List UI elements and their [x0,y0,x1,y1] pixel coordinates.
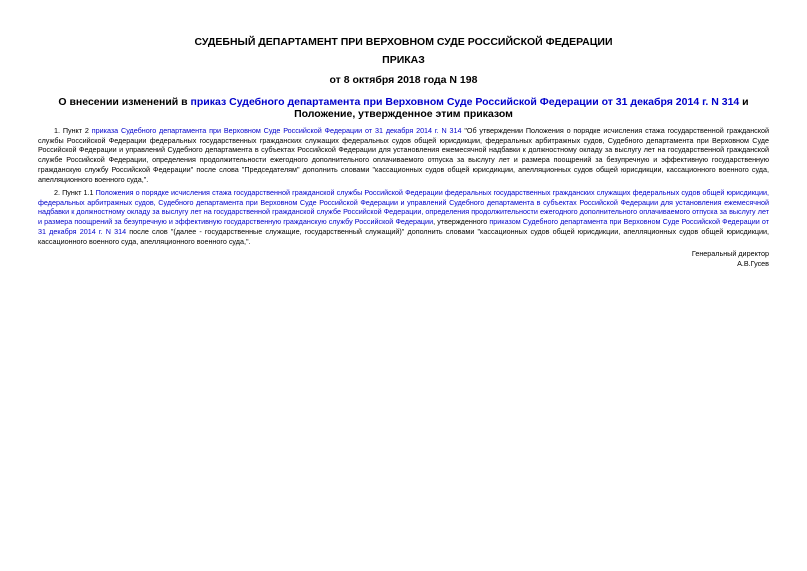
paragraph-1-order-link[interactable]: приказа Судебного департамента при Верховном Суде Российской Федерации от 31 декабря 2014 г. N 314 [91,126,462,135]
paragraph-2 [38,188,769,246]
title-prefix: О внесении изменений в [58,96,191,108]
signatory-position: Генеральный директор [691,249,769,258]
department-heading: СУДЕБНЫЙ ДЕПАРТАМЕНТ ПРИ ВЕРХОВНОМ СУДЕ РОССИЙСКОЙ ФЕДЕРАЦИИ [194,36,613,48]
signatory-name: А.В.Гусев [737,259,769,268]
document-type: ПРИКАЗ [382,54,425,66]
paragraph-1-text-a: 1. Пункт 2 [54,126,92,135]
paragraph-1-text-b: "Об утверждении Положения о порядке исчисления стажа государственной гражданской службы Российской Федерации федеральных государственных гражданских служащих федеральных судов общей юрисдикции, федеральных арбитражных судов, Судебного департамента при Верховном Суде Российской Федерации и управлений Судебного департамента в субъектах Российской Федерации для установления ежемесячной надбавки к должностному окладу за выслугу лет на государственной гражданской службе Российской Федерации, определения продолжительности ежегодного дополнительного оплачиваемого отпуска за выслугу лет и размера поощрений за безупречную и эффективную государственную гражданскую службу Российской Федерации" после слова "Председателям" дополнить словами "кассационных судов общей юрисдикции, апелляционных судов общей юрисдикции, кассационного военного суда, апелляционного военного суда,". [38,126,769,184]
paragraph-2-text-b: , утвержденного [433,217,490,227]
paragraph-2-text-a: 2. Пункт 1.1 [54,188,96,197]
title-order-link[interactable]: приказ Судебного департамента при Верховном Суде Российской Федерации от 31 декабря 2014 г. N 314 [190,96,740,108]
title-suffix: и Положение, утвержденное этим приказом [294,96,749,120]
paragraph-2-regulation-link[interactable]: Положения о порядке исчисления стажа государственной гражданской службы Российской Федерации федеральных государственных гражданских служащих федеральных судов общей юрисдикции, федеральных арбитражных судов, Судебного департамента при Верховном Суде Российской Федерации и управлений Судебного департамента в субъектах Российской Федерации для установления ежемесячной надбавки к должностному окладу за выслугу лет на государственной гражданской службе Российской Федерации, определения продолжительности ежегодного дополнительного оплачиваемого отпуска за выслугу лет и размера поощрений за безупречную и эффективную государственную гражданскую службу Российской Федерации [38,188,769,227]
document-title [38,96,769,120]
paragraph-2-text-c: после слов "(далее - государственные служащие, государственный служащий)" дополнить словами "кассационных судов общей юрисдикции, апелляционных судов общей юрисдикции, кассационного военного суда, апелляционного военного суда,". [38,226,769,246]
paragraph-1 [38,126,769,184]
document-date-number: от 8 октября 2018 года N 198 [329,74,478,86]
paragraph-2-order-link[interactable]: приказом Судебного департамента при Верховном Суде Российской Федерации от 31 декабря 2014 г. N 314 [38,217,769,236]
